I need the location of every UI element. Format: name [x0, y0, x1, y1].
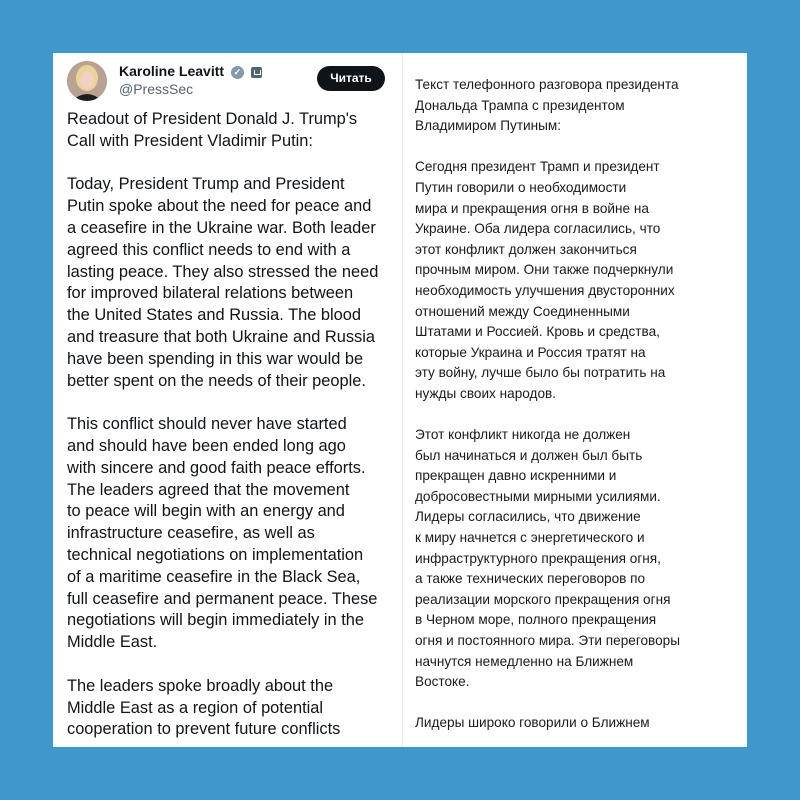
text-line: full ceasefire and permanent peace. These [67, 589, 378, 608]
text-line: a ceasefire in the Ukraine war. Both leader [67, 218, 376, 237]
text-line: Путин говорили о необходимости [415, 179, 627, 195]
text-line: to peace will begin with an energy and [67, 502, 345, 521]
text-line: Сегодня президент Трамп и президент [415, 159, 660, 175]
author-handle[interactable]: @PressSec [119, 81, 194, 97]
text-line: эту войну, лучше было бы потратить на [415, 365, 666, 381]
text-line: with sincere and good faith peace efforts. [67, 458, 366, 477]
paragraph [67, 414, 397, 654]
tweet-panel [53, 53, 402, 747]
text-line: прекращен давно искренними и [415, 468, 617, 484]
text-line: infrastructure ceasefire, as well as [67, 524, 315, 543]
text-line: Востоке. [415, 674, 470, 690]
text-line: and treasure that both Ukraine and Russia [67, 327, 375, 346]
text-line: Today, President Trump and President [67, 175, 345, 194]
text-line: необходимость улучшения двусторонних [415, 282, 675, 298]
paragraph [415, 157, 745, 404]
text-line: Штатами и Россией. Кровь и средства, [415, 324, 660, 340]
government-affiliation-icon [251, 67, 262, 78]
author-name[interactable]: Karoline Leavitt [119, 63, 225, 79]
text-line: добросовестными мирными усилиями. [415, 488, 661, 504]
text-line: Middle East as a region of potential [67, 698, 324, 717]
paragraph [415, 425, 745, 693]
translation-body [415, 75, 745, 747]
text-line: for improved bilateral relations between [67, 284, 354, 303]
author-name-row[interactable] [119, 63, 262, 79]
text-line: реализации морского прекращения огня [415, 591, 671, 607]
paragraph [67, 174, 397, 392]
text-line: Этот конфликт никогда не должен [415, 427, 631, 443]
text-line: отношений между Соединенными [415, 303, 630, 319]
text-line: agreed this conflict needs to end with a [67, 240, 351, 259]
text-line: technical negotiations on implementation [67, 545, 364, 564]
text-line: Call with President Vladimir Putin: [67, 131, 313, 150]
text-line: lasting peace. They also stressed the need [67, 262, 379, 281]
text-line: of a maritime ceasefire in the Black Sea, [67, 567, 361, 586]
text-line: Readout of President Donald J. Trump's [67, 110, 358, 128]
text-line: а также технических переговоров по [415, 571, 646, 587]
text-line: Putin spoke about the need for peace and [67, 197, 372, 216]
text-line: Лидеры согласились, что движение [415, 509, 641, 525]
paragraph [415, 713, 745, 734]
text-line: and should have been ended long ago [67, 436, 346, 455]
text-line: в Черном море, полного прекращения [415, 612, 657, 628]
paragraph [67, 109, 397, 153]
text-line: прочным миром. Они также подчеркнули [415, 262, 674, 278]
text-line: начнутся немедленно на Ближнем [415, 653, 634, 669]
verified-badge-icon: ✓ [231, 66, 244, 79]
text-line: к миру начнется с энергетического и [415, 530, 645, 546]
translation-panel [403, 53, 747, 747]
text-line: The leaders agreed that the movement [67, 480, 350, 499]
text-line: This conflict should never have started [67, 415, 347, 434]
paragraph [67, 676, 397, 741]
text-line: Владимиром Путиным: [415, 118, 562, 134]
text-line: The leaders spoke broadly about the [67, 676, 334, 695]
text-line: Украине. Оба лидера согласились, что [415, 221, 661, 237]
text-line: Дональда Трампа с президентом [415, 97, 625, 113]
text-line: огня и постоянного мира. Эти переговоры [415, 633, 681, 649]
text-line: мира и прекращения огня в войне на [415, 200, 649, 216]
text-line: был начинаться и должен был быть [415, 447, 643, 463]
text-line: Middle East. [67, 633, 158, 652]
text-line: have been spending in this war would be [67, 349, 364, 368]
paragraph [415, 75, 745, 137]
text-line: которые Украина и Россия тратят на [415, 344, 646, 360]
avatar[interactable] [67, 61, 107, 101]
tweet-body [67, 109, 397, 747]
text-line: the United States and Russia. The blood [67, 306, 362, 325]
text-line: инфраструктурного прекращения огня, [415, 550, 661, 566]
text-line: Лидеры широко говорили о Ближнем [415, 715, 650, 731]
screenshot-collage [53, 53, 747, 747]
follow-button[interactable]: Читать [317, 66, 385, 91]
text-line: нужды своих народов. [415, 385, 557, 401]
text-line: negotiations will begin immediately in the [67, 611, 365, 630]
text-line: Текст телефонного разговора президента [415, 77, 679, 92]
text-line: better spent on the needs of their people. [67, 371, 366, 390]
text-line: cooperation to prevent future conflicts [67, 720, 341, 739]
text-line: этот конфликт должен закончиться [415, 241, 637, 257]
